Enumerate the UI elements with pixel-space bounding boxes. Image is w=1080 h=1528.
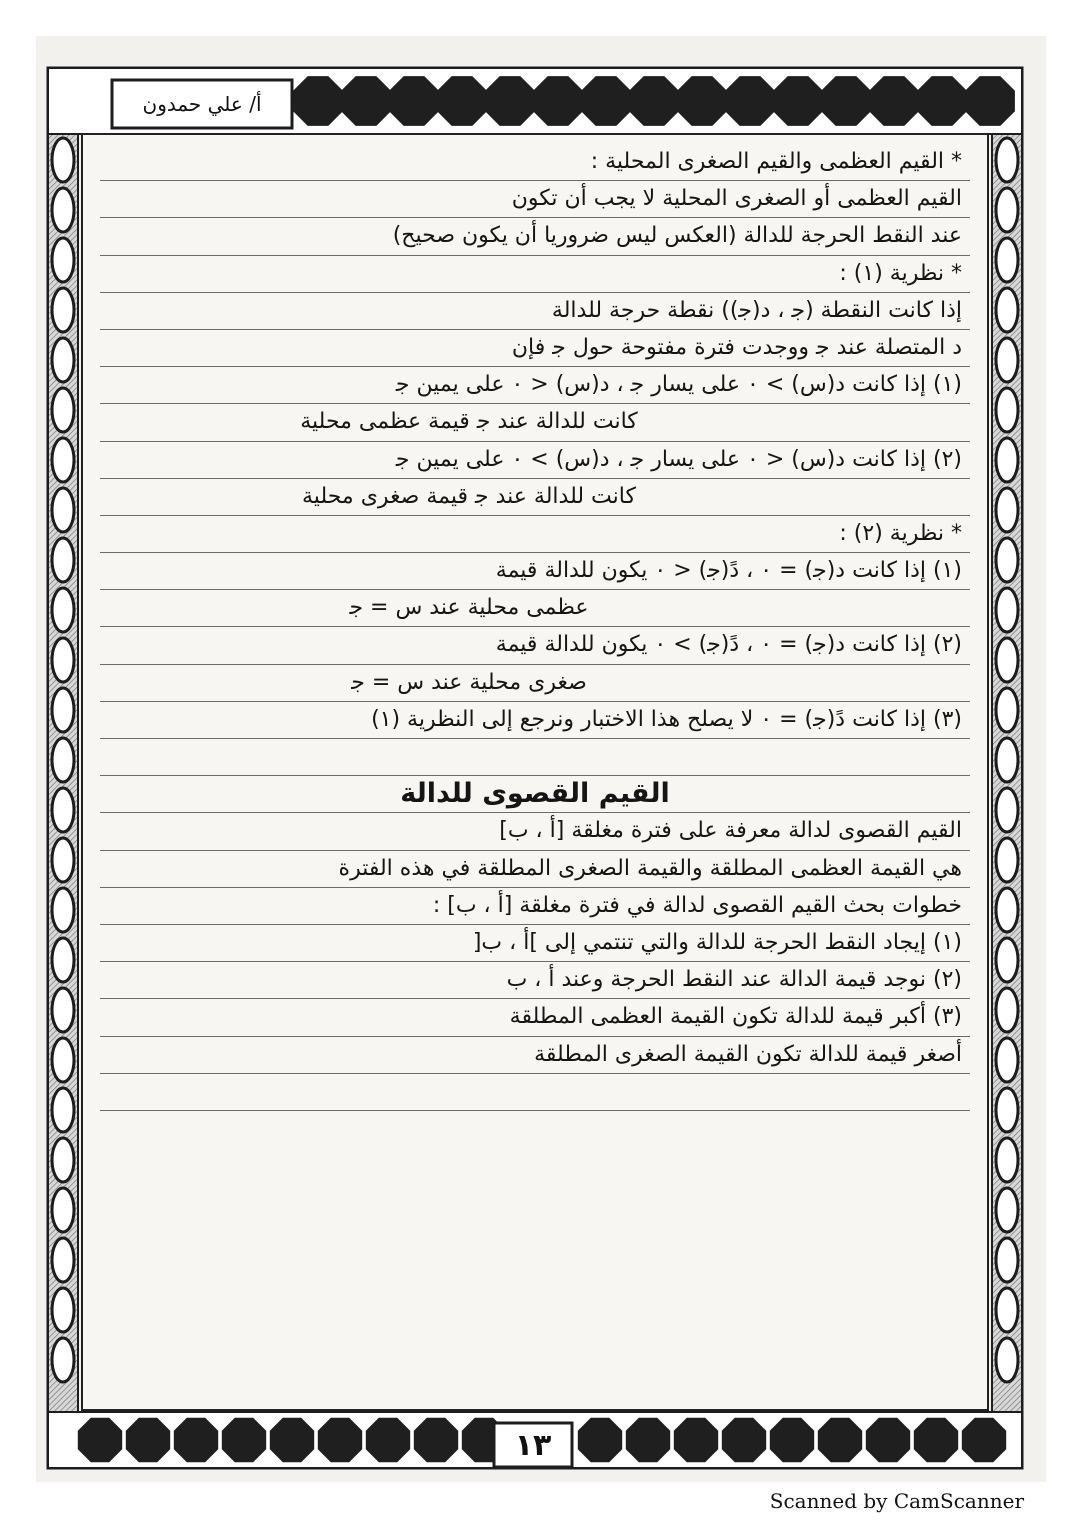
scanner-watermark: Scanned by CamScanner (769, 1489, 1024, 1513)
author-name: أ/ علي حمدون (142, 92, 262, 116)
note-line: أصغر قيمة للدالة تكون القيمة الصغرى المطلقة (100, 1037, 970, 1074)
note-line (100, 739, 970, 776)
note-line: (٣) أكبر قيمة للدالة تكون القيمة العظمى المطلقة (100, 999, 970, 1036)
note-line: (١) إذا كانت د(س) > ٠ على يسار ﺟ ، د(س) < ٠ على يمين ﺟ (100, 367, 970, 404)
note-line: * القيم العظمى والقيم الصغرى المحلية : (100, 144, 970, 181)
note-line: (٢) إذا كانت د(ﺟ) = ٠ ، دً(ﺟ) > ٠ يكون للدالة قيمة (100, 627, 970, 664)
note-line: القيم العظمى أو الصغرى المحلية لا يجب أن تكون (100, 181, 970, 218)
page-number: ١٣ (514, 1427, 552, 1463)
note-line: كانت للدالة عند ﺟ قيمة صغرى محلية (100, 479, 970, 516)
notes-body (100, 144, 970, 1111)
section-heading: القيم القصوى للدالة (100, 776, 970, 813)
note-line: (١) إيجاد النقط الحرجة للدالة والتي تنتمي إلى ]أ ، ب[ (100, 925, 970, 962)
note-line: كانت للدالة عند ﺟ قيمة عظمى محلية (100, 404, 970, 441)
note-line: (١) إذا كانت د(ﺟ) = ٠ ، دً(ﺟ) < ٠ يكون للدالة قيمة (100, 553, 970, 590)
note-line: خطوات بحث القيم القصوى لدالة في فترة مغلقة [أ ، ب] : (100, 888, 970, 925)
note-line: القيم القصوى لدالة معرفة على فترة مغلقة [أ ، ب] (100, 813, 970, 850)
note-line: د المتصلة عند ﺟ ووجدت فترة مفتوحة حول ﺟ فإن (100, 330, 970, 367)
note-line: صغرى محلية عند س = ﺟ (100, 665, 970, 702)
note-line: * نظرية (١) : (100, 256, 970, 293)
note-line: (٢) إذا كانت د(س) < ٠ على يسار ﺟ ، د(س) > ٠ على يمين ﺟ (100, 442, 970, 479)
note-line: عظمى محلية عند س = ﺟ (100, 590, 970, 627)
note-line: (٢) نوجد قيمة الدالة عند النقط الحرجة وعند أ ، ب (100, 962, 970, 999)
note-line: * نظرية (٢) : (100, 516, 970, 553)
note-line: هي القيمة العظمى المطلقة والقيمة الصغرى المطلقة في هذه الفترة (100, 851, 970, 888)
note-line (100, 1074, 970, 1111)
note-line: إذا كانت النقطة (ﺟ ، د(ﺟ)) نقطة حرجة للدالة (100, 293, 970, 330)
note-line: (٣) إذا كانت دً(ﺟ) = ٠ لا يصلح هذا الاختبار ونرجع إلى النظرية (١) (100, 702, 970, 739)
note-line: عند النقط الحرجة للدالة (العكس ليس ضروريا أن يكون صحيح) (100, 218, 970, 255)
